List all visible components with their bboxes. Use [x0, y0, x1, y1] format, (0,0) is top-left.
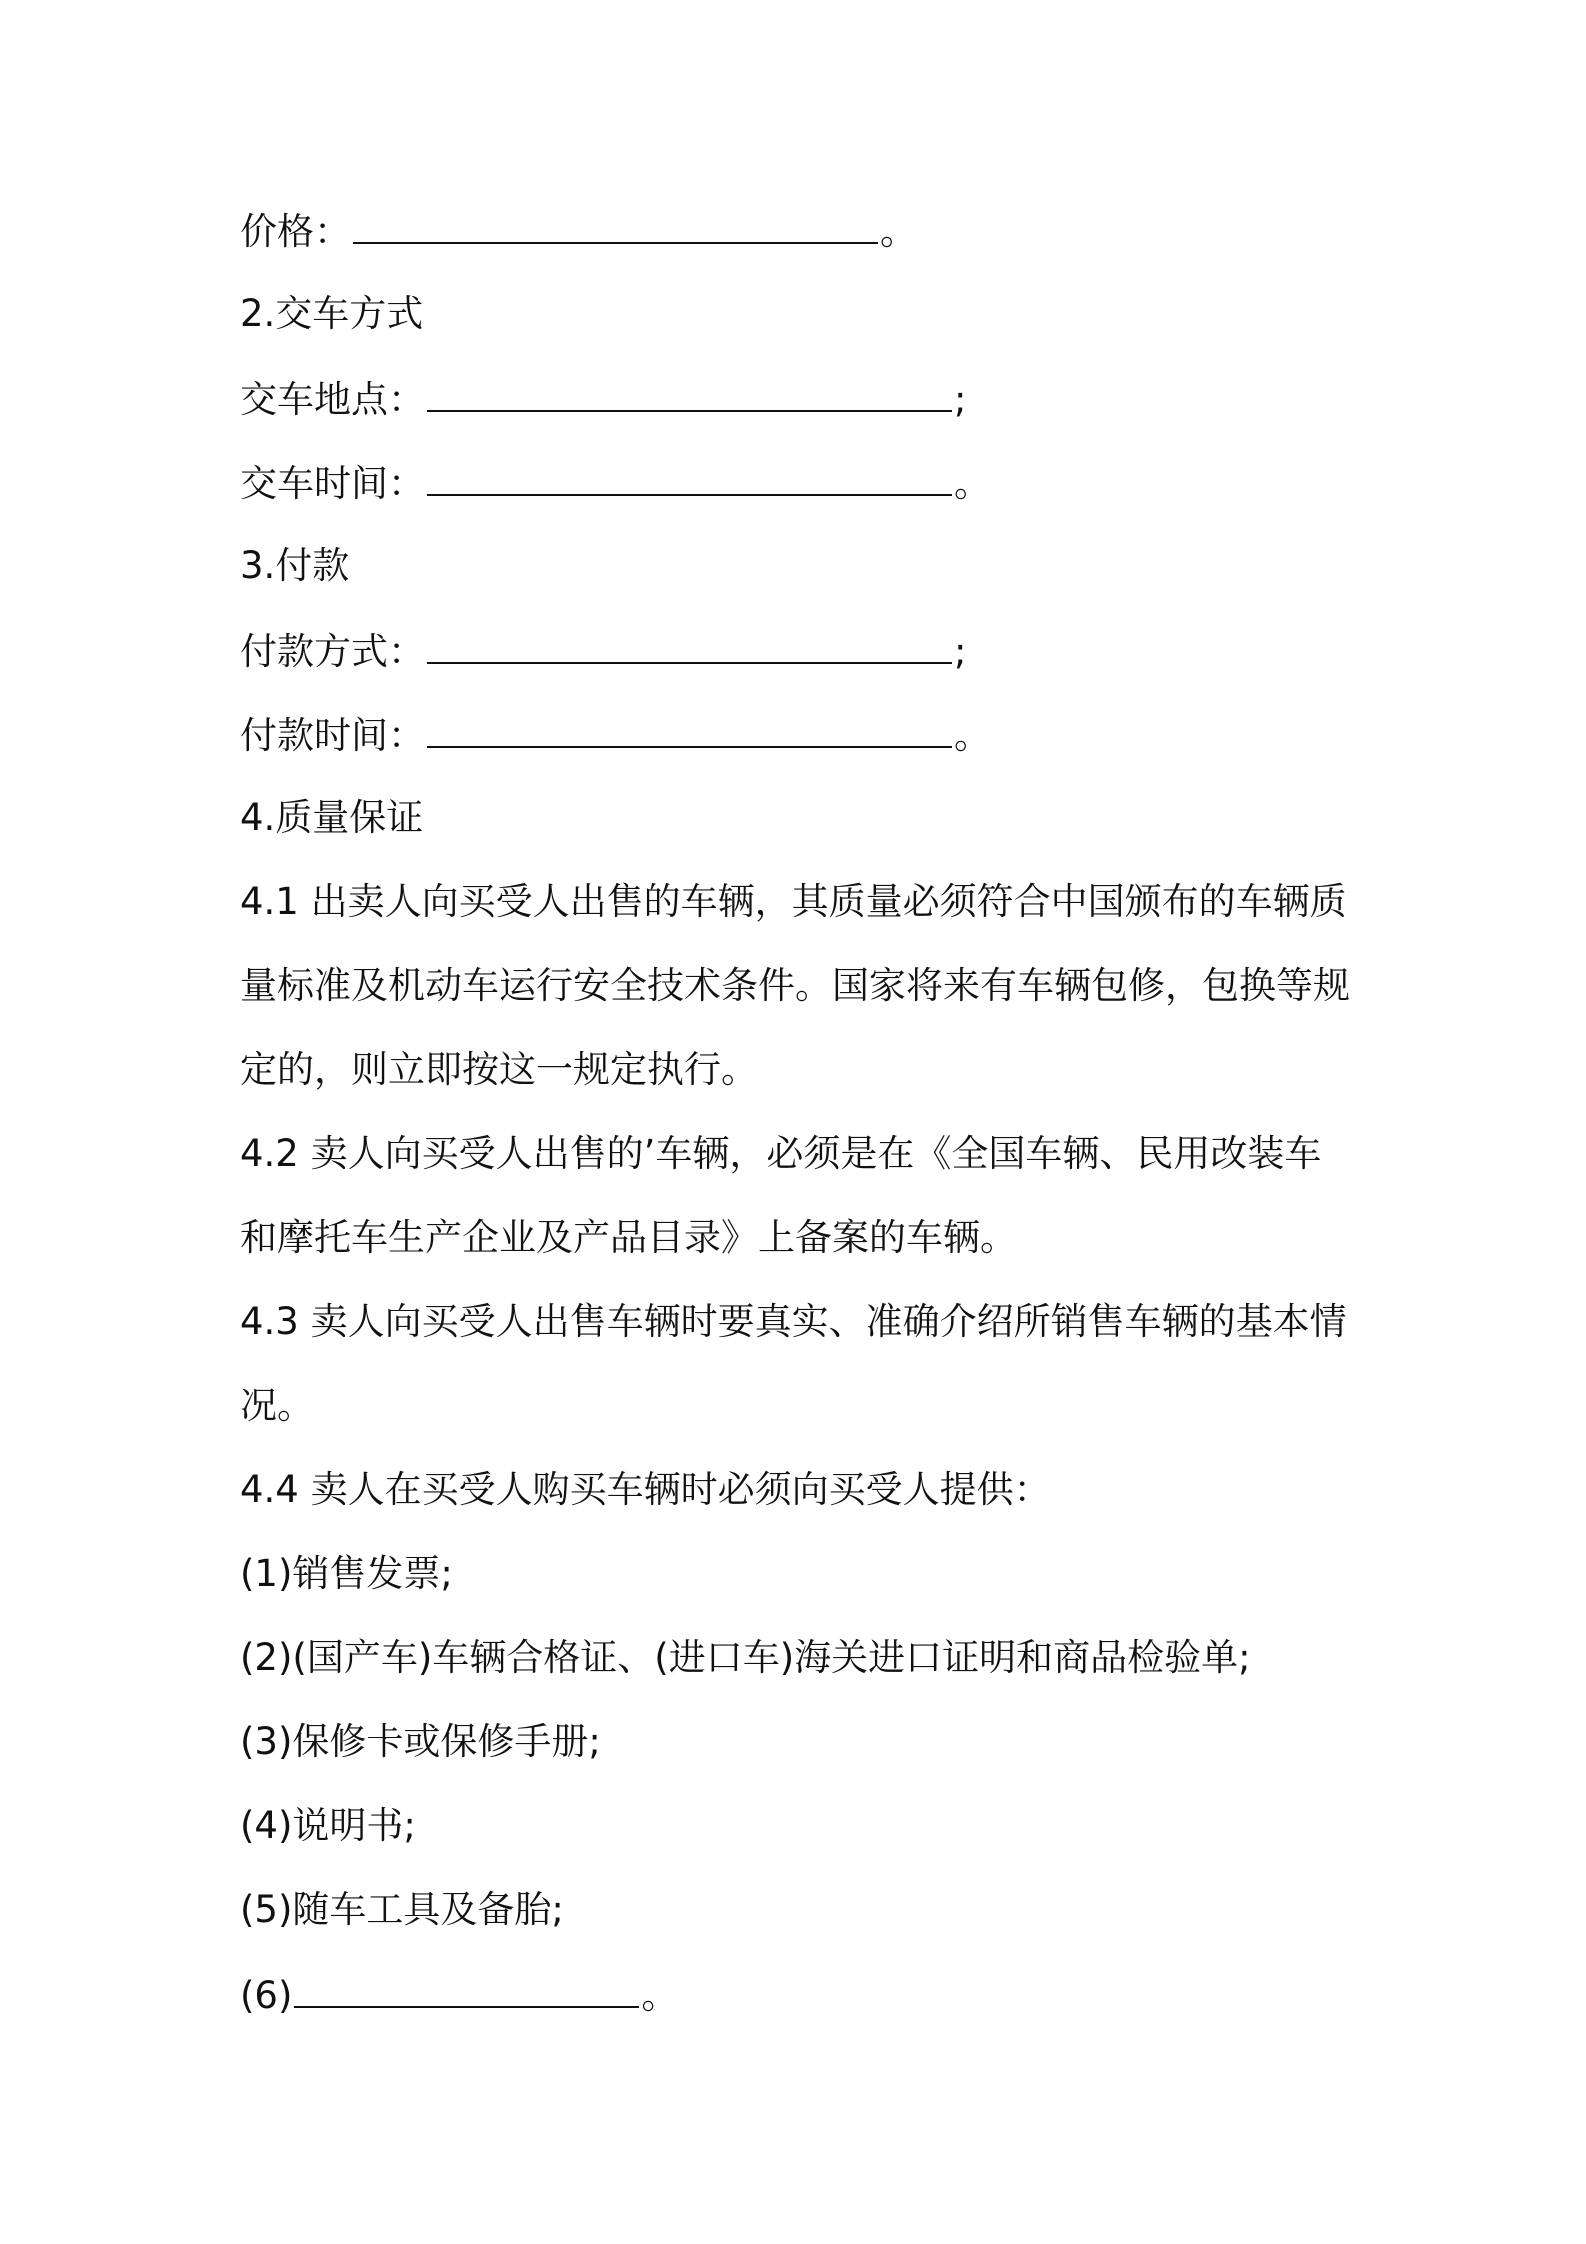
item6-end: 。: [641, 1974, 679, 2017]
price-blank[interactable]: [353, 206, 878, 244]
paragraph-4-1-line: 量标准及机动车运行安全技术条件。国家将来有车辆包修，包换等规: [240, 964, 1350, 1007]
list-item: (5)随车工具及备胎;: [240, 1888, 564, 1931]
list-item: (1)销售发票;: [240, 1552, 453, 1595]
delivery-place-line: [240, 374, 1360, 424]
quality-heading: 4.质量保证: [240, 796, 424, 839]
delivery-place-label: 交车地点：: [240, 378, 425, 421]
payment-method-label: 付款方式：: [240, 630, 425, 673]
paragraph-4-3-line: 况。: [240, 1384, 314, 1427]
paragraph-4-3-line: 4.3 卖人向买受人出售车辆时要真实、准确介绍所销售车辆的基本情: [240, 1300, 1347, 1343]
item6-label: (6): [240, 1974, 293, 2017]
paragraph-4-1-line: 4.1 出卖人向买受人出售的车辆，其质量必须符合中国颁布的车辆质: [240, 880, 1347, 923]
price-label: 价格：: [240, 210, 351, 253]
delivery-time-line: [240, 458, 1360, 508]
delivery-time-label: 交车时间：: [240, 462, 425, 505]
payment-time-blank[interactable]: [427, 710, 952, 748]
payment-method-blank[interactable]: [427, 626, 952, 664]
payment-method-line: [240, 626, 1360, 676]
delivery-time-blank[interactable]: [427, 458, 952, 496]
paragraph-4-2-line: 4.2 卖人向买受人出售的’车辆，必须是在《全国车辆、民用改装车: [240, 1132, 1322, 1175]
payment-time-end: 。: [954, 714, 991, 757]
delivery-heading: 2.交车方式: [240, 292, 424, 335]
paragraph-4-1-line: 定的，则立即按这一规定执行。: [240, 1048, 758, 1091]
paragraph-4-2-line: 和摩托车生产企业及产品目录》上备案的车辆。: [240, 1216, 1017, 1259]
list-item: (4)说明书;: [240, 1804, 416, 1847]
payment-heading: 3.付款: [240, 544, 350, 587]
delivery-place-end: ;: [954, 378, 967, 421]
delivery-time-end: 。: [954, 462, 991, 505]
list-item: (2)(国产车)车辆合格证、(进口车)海关进口证明和商品检验单;: [240, 1636, 1251, 1679]
price-line: [240, 206, 1360, 256]
item6-blank[interactable]: [294, 1970, 639, 2008]
list-item-6: [240, 1970, 1360, 2020]
price-end: 。: [880, 210, 917, 253]
payment-method-end: ;: [954, 630, 967, 673]
delivery-place-blank[interactable]: [427, 374, 952, 412]
payment-time-label: 付款时间：: [240, 714, 425, 757]
payment-time-line: [240, 710, 1360, 760]
paragraph-4-4: 4.4 卖人在买受人购买车辆时必须向买受人提供：: [240, 1468, 1051, 1511]
list-item: (3)保修卡或保修手册;: [240, 1720, 601, 1763]
